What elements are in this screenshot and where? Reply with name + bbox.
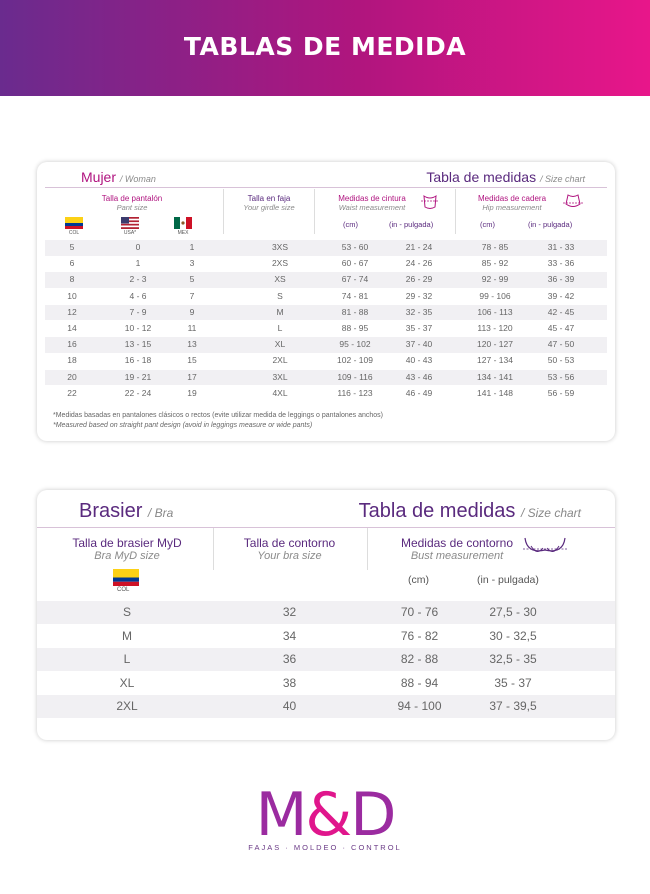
table-cell: 30 - 32,5 xyxy=(489,628,537,643)
table-row xyxy=(45,353,607,369)
table-cell: 22 xyxy=(67,387,77,398)
table-cell: 45 - 47 xyxy=(547,323,575,333)
table-cell: S xyxy=(122,605,131,619)
table-row xyxy=(45,337,607,353)
table-cell: 53 - 60 xyxy=(341,242,369,252)
table-cell: 127 - 134 xyxy=(477,355,513,366)
table-cell: 20 xyxy=(67,371,77,382)
bust-header: Medidas de contorno Bust measurement xyxy=(400,536,514,562)
table-cell: M xyxy=(122,628,132,643)
table-cell: 37 - 39,5 xyxy=(489,699,537,713)
table-cell: 40 - 43 xyxy=(405,355,433,366)
waist-icon xyxy=(419,192,441,212)
table-row xyxy=(45,386,607,402)
table-cell: 76 - 82 xyxy=(400,628,439,643)
table-cell: 22 - 24 xyxy=(124,387,152,398)
table-cell: 78 - 85 xyxy=(481,242,509,252)
table-cell: 36 xyxy=(282,652,297,666)
table-cell: 42 - 45 xyxy=(547,306,575,317)
table-row xyxy=(37,601,615,624)
logo-tagline: FAJAS · MOLDEO · CONTROL xyxy=(248,843,402,852)
table-cell: 47 - 50 xyxy=(547,339,575,350)
table-cell: 34 xyxy=(282,628,297,643)
table-cell: 37 - 40 xyxy=(405,339,433,350)
table-row xyxy=(45,289,607,305)
table-cell: 5 xyxy=(69,242,75,252)
divider xyxy=(45,187,607,188)
table-cell: 32 xyxy=(282,605,297,619)
note-spanish: *Medidas basadas en pantalones clásicos o rectos (evite utilizar medida de leggings o pantalones anchos) xyxy=(53,412,383,419)
usa-flag-icon xyxy=(121,217,139,229)
table-cell: 10 xyxy=(67,290,77,301)
table-cell: 38 xyxy=(282,675,297,690)
table-cell: 24 - 26 xyxy=(405,258,433,269)
table-cell: 85 - 92 xyxy=(481,258,509,269)
table-cell: 8 xyxy=(69,274,75,285)
table-cell: 1 xyxy=(135,258,141,269)
table-cell: 35 - 37 xyxy=(405,323,433,333)
table-cell: 16 xyxy=(67,339,77,350)
table-cell: M xyxy=(276,306,284,317)
colombia-flag-label: COL xyxy=(117,587,130,593)
table-row xyxy=(37,648,615,671)
girdle-size-header: Talla en faja Your girdle size xyxy=(243,194,295,212)
table-cell: 1 xyxy=(189,242,195,252)
table-cell: 102 - 109 xyxy=(337,355,373,366)
table-cell: 109 - 116 xyxy=(337,371,373,382)
table-cell: 3XS xyxy=(271,242,289,252)
waist-header: Medidas de cintura Waist measurement xyxy=(338,194,406,212)
table-cell: 19 - 21 xyxy=(124,371,152,382)
logo-wordmark: M&D xyxy=(255,780,395,850)
bra-contour-header: Talla de contorno Your bra size xyxy=(243,536,336,562)
divider xyxy=(213,528,214,570)
table-cell: 60 - 67 xyxy=(341,258,369,269)
table-cell: 14 xyxy=(67,323,77,333)
table-cell: 29 - 32 xyxy=(405,290,433,301)
table-cell: 2XL xyxy=(116,699,138,713)
page-title: TABLAS DE MEDIDA xyxy=(183,32,467,61)
table-cell: 17 xyxy=(187,371,197,382)
table-cell: 13 - 15 xyxy=(124,339,152,350)
table-row xyxy=(37,672,615,695)
table-cell: XS xyxy=(274,274,286,285)
note-english: *Measured based on straight pant design (avoid in leggings measure or wide pants) xyxy=(53,422,313,429)
table-cell: 19 xyxy=(187,387,197,398)
divider xyxy=(455,189,456,234)
bra-size-chart xyxy=(37,490,615,740)
table-cell: 88 - 94 xyxy=(400,675,439,690)
table-cell: 92 - 99 xyxy=(481,274,509,285)
table-cell: 27,5 - 30 xyxy=(489,605,537,619)
table-cell: 141 - 148 xyxy=(477,387,513,398)
hip-icon xyxy=(562,192,584,212)
table-cell: 56 - 59 xyxy=(547,387,575,398)
table-cell: L xyxy=(277,323,283,333)
hip-cm-label: (cm) xyxy=(480,220,495,229)
bra-size-header: Talla de brasier MyD Bra MyD size xyxy=(72,536,182,562)
bust-icon xyxy=(521,536,569,560)
mexico-flag-icon xyxy=(174,217,192,229)
table-cell: 113 - 120 xyxy=(477,323,513,333)
table-cell: L xyxy=(123,652,131,666)
table-cell: 7 - 9 xyxy=(129,306,147,317)
colombia-flag-icon xyxy=(65,217,83,229)
table-cell: 10 - 12 xyxy=(124,323,152,333)
table-cell: 32 - 35 xyxy=(405,306,433,317)
table-cell: 70 - 76 xyxy=(400,605,439,619)
table-row xyxy=(45,272,607,288)
table-cell: 50 - 53 xyxy=(547,355,575,366)
table-cell: 18 xyxy=(67,355,77,366)
table-cell: 21 - 24 xyxy=(405,242,433,252)
women-size-chart xyxy=(37,162,615,441)
table-cell: 81 - 88 xyxy=(341,306,369,317)
table-cell: 43 - 46 xyxy=(405,371,433,382)
table-cell: 3XL xyxy=(272,371,288,382)
header-banner xyxy=(0,0,650,96)
table-cell: 2XL xyxy=(272,355,288,366)
table-cell: XL xyxy=(119,675,135,690)
table-cell: 2 - 3 xyxy=(129,274,147,285)
women-chart-title: Tabla de medidas / Size chart xyxy=(426,169,585,185)
table-cell: 12 xyxy=(67,306,77,317)
hip-header: Medidas de cadera Hip measurement xyxy=(477,194,547,212)
table-cell: 4XL xyxy=(272,387,288,398)
table-row xyxy=(45,256,607,272)
table-cell: 13 xyxy=(187,339,197,350)
divider xyxy=(37,527,615,528)
table-row xyxy=(45,321,607,337)
divider xyxy=(367,528,368,570)
table-cell: 3 xyxy=(189,258,195,269)
table-cell: 4 - 6 xyxy=(129,290,147,301)
brand-logo xyxy=(0,780,650,870)
table-cell: 0 xyxy=(135,242,141,252)
table-cell: 15 xyxy=(187,355,197,366)
table-cell: 33 - 36 xyxy=(547,258,575,269)
table-cell: 6 xyxy=(69,258,75,269)
table-cell: 134 - 141 xyxy=(477,371,513,382)
table-row xyxy=(45,370,607,386)
mexico-flag-label: MEX xyxy=(177,230,189,236)
table-cell: 88 - 95 xyxy=(341,323,369,333)
table-cell: 9 xyxy=(189,306,195,317)
table-row xyxy=(37,625,615,648)
hip-in-label: (in - pulgada) xyxy=(528,220,573,229)
table-cell: 53 - 56 xyxy=(547,371,575,382)
divider xyxy=(223,189,224,234)
table-cell: 35 - 37 xyxy=(494,675,532,690)
table-row xyxy=(37,695,615,718)
table-cell: XL xyxy=(274,339,286,350)
table-cell: S xyxy=(277,290,283,301)
colombia-flag-label: COL xyxy=(68,230,80,236)
table-cell: 106 - 113 xyxy=(477,306,513,317)
table-cell: 46 - 49 xyxy=(405,387,433,398)
table-cell: 95 - 102 xyxy=(339,339,371,350)
bust-in-label: (in - pulgada) xyxy=(477,574,539,586)
bust-cm-label: (cm) xyxy=(408,574,429,586)
table-cell: 5 xyxy=(189,274,195,285)
table-cell: 120 - 127 xyxy=(477,339,513,350)
women-title: Mujer / Woman xyxy=(81,169,156,185)
table-cell: 40 xyxy=(282,699,297,713)
waist-in-label: (in - pulgada) xyxy=(389,220,434,229)
table-cell: 2XS xyxy=(271,258,289,269)
table-cell: 32,5 - 35 xyxy=(489,652,537,666)
waist-cm-label: (cm) xyxy=(343,220,358,229)
table-cell: 36 - 39 xyxy=(547,274,575,285)
table-cell: 26 - 29 xyxy=(405,274,433,285)
table-cell: 11 xyxy=(187,323,197,333)
bra-title: Brasier / Bra xyxy=(79,500,174,522)
table-cell: 7 xyxy=(189,290,195,301)
table-cell: 39 - 42 xyxy=(547,290,575,301)
colombia-flag-icon xyxy=(113,569,139,586)
usa-flag-label: USA* xyxy=(123,230,137,236)
table-cell: 16 - 18 xyxy=(124,355,152,366)
pant-size-header: Talla de pantalón Pant size xyxy=(101,194,163,212)
table-cell: 99 - 106 xyxy=(479,290,511,301)
table-cell: 94 - 100 xyxy=(397,699,442,713)
table-cell: 82 - 88 xyxy=(400,652,439,666)
table-row xyxy=(45,305,607,321)
divider xyxy=(314,189,315,234)
table-row xyxy=(45,240,607,256)
table-cell: 31 - 33 xyxy=(547,242,575,252)
table-cell: 67 - 74 xyxy=(341,274,369,285)
bra-chart-title: Tabla de medidas / Size chart xyxy=(358,500,581,522)
table-cell: 74 - 81 xyxy=(341,290,369,301)
table-cell: 116 - 123 xyxy=(337,387,373,398)
